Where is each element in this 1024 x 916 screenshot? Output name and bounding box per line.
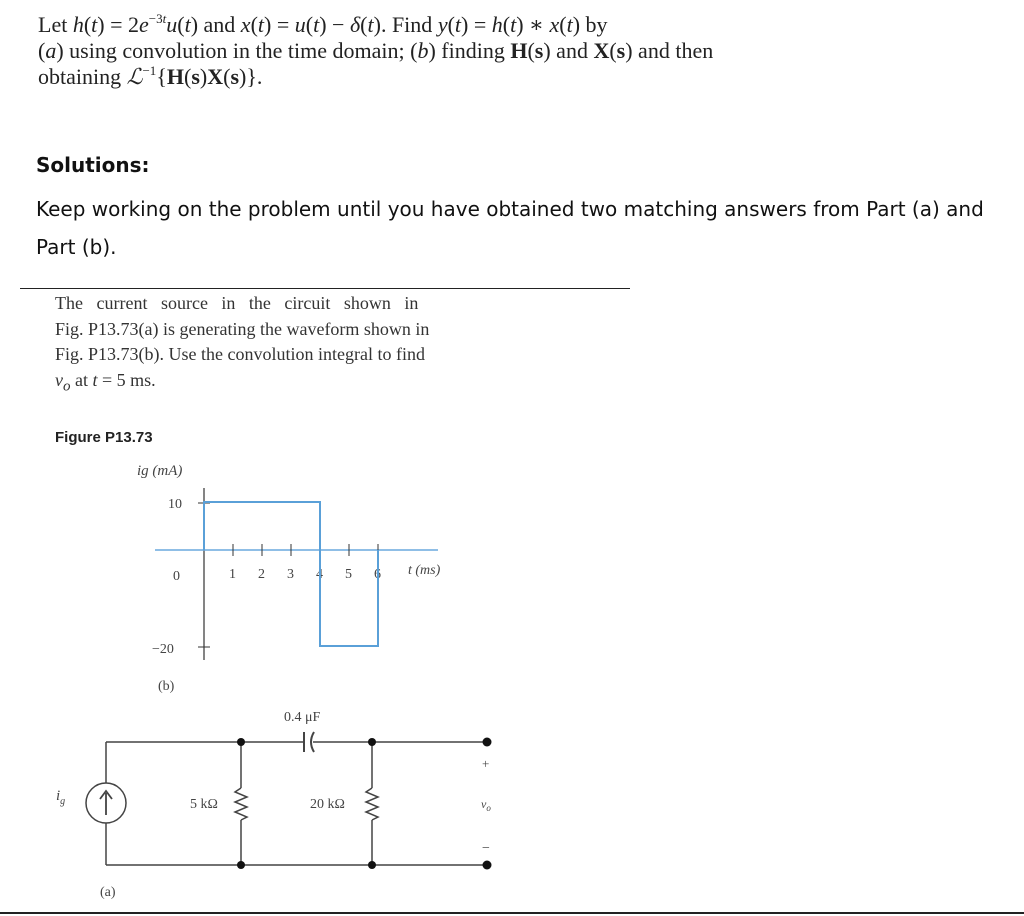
solutions-heading: Solutions: <box>36 153 150 177</box>
x-tick-label-1: 1 <box>229 567 236 582</box>
textbook-line-1: The current source in the circuit shown in <box>55 293 419 313</box>
divider <box>20 288 630 289</box>
textbook-line-4: $v_o$ at t = 5 ms. <box>55 369 156 395</box>
node-top-2 <box>368 738 376 746</box>
figure-label: Figure P13.73 <box>55 429 153 446</box>
graph-caption: (b) <box>158 679 175 694</box>
x-tick-label-4: 4 <box>316 567 323 582</box>
x-tick-label-5: 5 <box>345 567 352 582</box>
textbook-line-2: Fig. P13.73(a) is generating the waveform shown in <box>55 318 430 339</box>
bottom-divider <box>0 912 1024 914</box>
problem-line-1: Let $h(t) = 2e^{-3t}u(t)$ and x(t) = u(t) − δ(t). Find y(t) = h(t) ∗ x(t) by <box>38 11 608 37</box>
output-terminal-bottom <box>483 861 492 870</box>
x-axis-label: t (ms) <box>408 563 441 578</box>
textbook-problem <box>55 291 530 400</box>
figure-p13-73 <box>0 450 1024 912</box>
solutions-instructions: Keep working on the problem until you have obtained two matching answers from Part (a) and Part (b). <box>36 197 984 259</box>
plus-label: + <box>482 756 490 771</box>
y-axis-label: ig (mA) <box>137 463 183 479</box>
source-label: $i_g$ <box>56 788 66 807</box>
minus-label: − <box>482 841 490 856</box>
y-tick-label-10: 10 <box>168 497 182 512</box>
textbook-line-3: Fig. P13.73(b). Use the convolution integral to find <box>55 344 425 364</box>
node-top-1 <box>237 738 245 746</box>
node-bottom-2 <box>368 861 376 869</box>
circuit-diagram <box>86 732 490 865</box>
waveform-graph <box>137 463 441 694</box>
problem-line-2: (a) using convolution in the time domain; (b) finding H(s) and X(s) and then <box>38 38 714 63</box>
y-tick-label-minus20: −20 <box>152 642 174 657</box>
output-terminal-top <box>483 738 492 747</box>
y-tick-label-0: 0 <box>173 569 180 584</box>
r1-label: 5 kΩ <box>190 797 218 812</box>
capacitor-label: 0.4 μF <box>284 710 321 725</box>
x-tick-label-2: 2 <box>258 567 265 582</box>
node-bottom-1 <box>237 861 245 869</box>
r2-label: 20 kΩ <box>310 797 345 812</box>
problem-statement <box>38 12 878 90</box>
circuit-caption: (a) <box>100 885 116 900</box>
output-voltage-label: $v_o$ <box>481 797 491 813</box>
problem-line-3: obtaining ℒ$^{-1}${H(s)X(s)}. <box>38 63 263 89</box>
x-tick-label-6: 6 <box>374 567 381 582</box>
resistor-20k <box>366 788 378 820</box>
x-tick-label-3: 3 <box>287 567 294 582</box>
resistor-5k <box>235 788 247 820</box>
